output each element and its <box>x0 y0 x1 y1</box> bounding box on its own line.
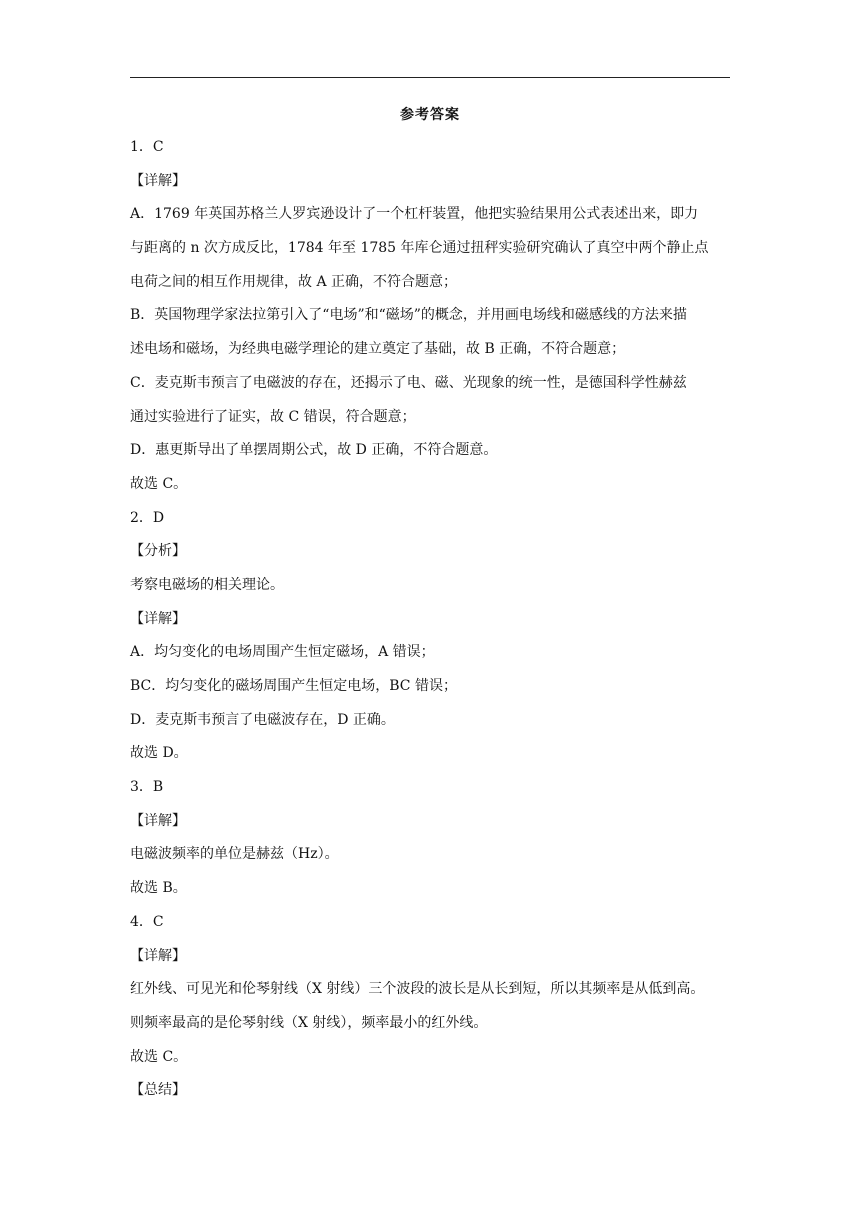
text-line: 与距离的 n 次方成反比，1784 年至 1785 年库仑通过扭秤实验研究确认了真空中两个静止点 <box>130 240 709 257</box>
text-line: 红外线、可见光和伦琴射线（X 射线）三个波段的波长是从长到短，所以其频率是从低到高。 <box>130 981 705 998</box>
text-line: 【详解】 <box>130 947 186 964</box>
text-line: A．均匀变化的电场周围产生恒定磁场，A 错误； <box>130 644 435 661</box>
text-line: 故选 C。 <box>130 475 188 492</box>
text-line: D．惠更斯导出了单摆周期公式，故 D 正确，不符合题意。 <box>130 442 498 459</box>
answer-body <box>130 131 732 1108</box>
text-line: 4．C <box>130 913 164 930</box>
text-line: 述电场和磁场，为经典电磁学理论的建立奠定了基础，故 B 正确，不符合题意； <box>130 341 626 358</box>
text-line: 1．C <box>130 139 164 155</box>
text-line: 【详解】 <box>130 812 186 829</box>
text-line: 【总结】 <box>130 1082 186 1099</box>
text-line: 故选 B。 <box>130 880 187 897</box>
text-line: 通过实验进行了证实，故 C 错误，符合题意； <box>130 408 416 425</box>
text-line: 则频率最高的是伦琴射线（X 射线），频率最小的红外线。 <box>130 1014 488 1031</box>
text-line: BC．均匀变化的磁场周围产生恒定电场，BC 错误； <box>130 678 457 694</box>
text-line: 故选 D。 <box>130 745 188 762</box>
header-rule <box>130 77 730 78</box>
page-title: 参考答案 <box>400 107 460 123</box>
text-line: 2．D <box>130 509 165 526</box>
text-line: 【分析】 <box>130 543 186 560</box>
text-line: 3．B <box>130 779 164 796</box>
text-line: B．英国物理学家法拉第引入了“电场”和“磁场”的概念，并用画电场线和磁感线的方法来描 <box>130 307 687 324</box>
text-line: C．麦克斯韦预言了电磁波的存在，还揭示了电、磁、光现象的统一性，是德国科学性赫兹 <box>130 374 687 391</box>
text-line: 电荷之间的相互作用规律，故 A 正确，不符合题意； <box>130 273 458 290</box>
text-line: D．麦克斯韦预言了电磁波存在，D 正确。 <box>130 711 395 728</box>
text-line: 电磁波频率的单位是赫兹（Hz）。 <box>130 846 339 863</box>
text-line: 【详解】 <box>130 610 186 627</box>
text-line: A．1769 年英国苏格兰人罗宾逊设计了一个杠杆装置，他把实验结果用公式表述出来，即力 <box>130 206 699 223</box>
text-line: 故选 C。 <box>130 1048 188 1065</box>
text-line: 考察电磁场的相关理论。 <box>130 576 284 593</box>
text-line: 【详解】 <box>130 172 186 189</box>
